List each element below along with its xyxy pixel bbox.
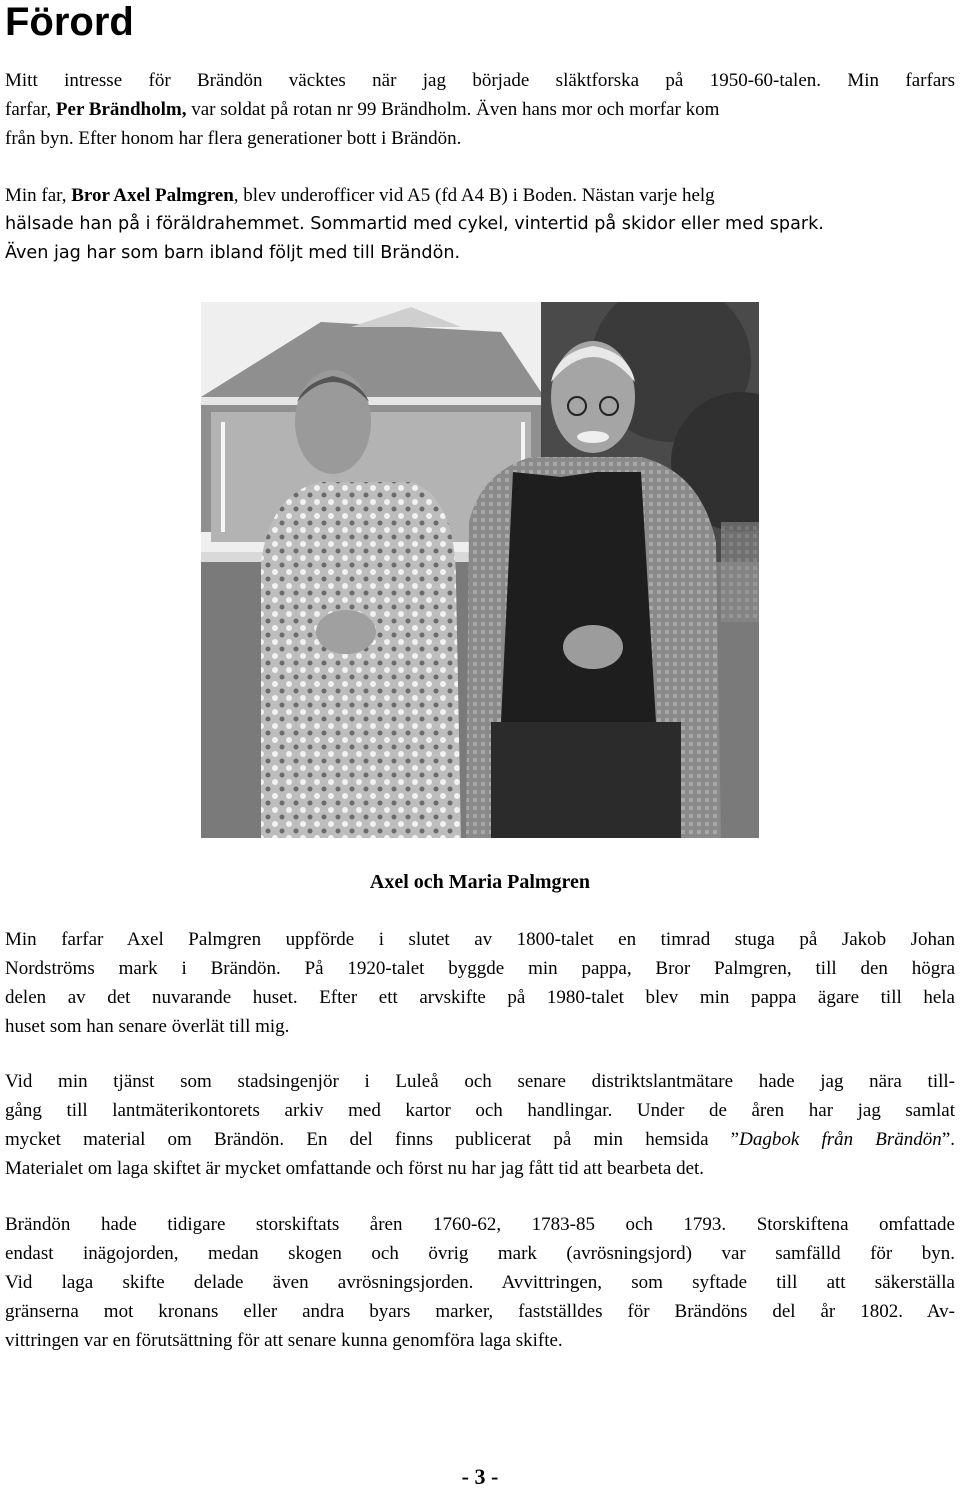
text-line: från byn. Efter honom har flera generationer bott i Brändön. bbox=[5, 128, 462, 149]
website-name: Dagbok från Brändön bbox=[739, 1129, 942, 1150]
portrait-photo bbox=[201, 302, 759, 838]
page-number: - 3 - bbox=[461, 1464, 499, 1489]
text-line: huset som han senare överlät till mig. bbox=[5, 1016, 290, 1037]
text-line: gränserna mot kronans eller andra byars marker, fastställdes för Brändöns del år 1802. Av- bbox=[5, 1301, 955, 1322]
text-line: Även jag har som barn ibland följt med till Brändön. bbox=[5, 243, 461, 263]
photo-caption: Axel och Maria Palmgren bbox=[369, 871, 591, 893]
text-line: Vid min tjänst som stadsingenjör i Luleå och senare distriktslantmätare hade jag nära till- bbox=[5, 1071, 955, 1092]
text-line: farfar, Per Brändholm, var soldat på rotan nr 99 Brändholm. Även hans mor och morfar kom bbox=[5, 99, 720, 120]
text-line: vittringen var en förutsättning för att senare kunna genomföra laga skifte. bbox=[5, 1330, 563, 1351]
name-per-brandholm: Per Brändholm, bbox=[55, 99, 187, 120]
text-line: Materialet om laga skiftet är mycket omfattande och först nu har jag fått tid att bearbeta det. bbox=[5, 1158, 705, 1179]
archive-paragraph bbox=[5, 1067, 955, 1183]
land-reform-paragraph bbox=[5, 1210, 955, 1355]
text-line: Min farfar Axel Palmgren uppförde i slutet av 1800-talet en timrad stuga på Jakob Johan bbox=[5, 929, 955, 950]
text-line: hälsade han på i föräldrahemmet. Sommartid med cykel, vintertid på skidor eller med spark. bbox=[5, 214, 824, 234]
text-line: Mitt intresse för Brändön väcktes när jag började släktforska på 1950-60-talen. Min farfars bbox=[5, 70, 955, 91]
text-line: Nordströms mark i Brändön. På 1920-talet byggde min pappa, Bror Palmgren, till den högra bbox=[5, 958, 955, 979]
text-line: delen av det nuvarande huset. Efter ett arvskifte på 1980-talet blev min pappa ägare till hela bbox=[5, 987, 955, 1008]
text-line: mycket material om Brändön. En del finns publicerat på min hemsida ”Dagbok från Brändön”. bbox=[5, 1129, 955, 1150]
couple-photo-illustration bbox=[201, 302, 759, 838]
father-paragraph bbox=[5, 181, 955, 268]
house-paragraph bbox=[5, 925, 955, 1041]
text-line: Min far, Bror Axel Palmgren, blev underofficer vid A5 (fd A4 B) i Boden. Nästan varje helg bbox=[5, 185, 715, 206]
text-line: gång till lantmäterikontorets arkiv med kartor och handlingar. Under de åren har jag samlat bbox=[5, 1100, 955, 1121]
text-line: Vid laga skifte delade även avrösningsjorden. Avvittringen, som syftade till att säkerställa bbox=[5, 1272, 955, 1293]
page-title: Förord bbox=[5, 0, 134, 44]
text-line: Brändön hade tidigare storskiftats åren 1760-62, 1783-85 och 1793. Storskiftena omfattade bbox=[5, 1214, 955, 1235]
name-bror-axel-palmgren: Bror Axel Palmgren bbox=[71, 185, 234, 206]
text-line: endast inägojorden, medan skogen och övrig mark (avrösningsjord) var samfälld för byn. bbox=[5, 1243, 955, 1264]
intro-paragraph bbox=[5, 66, 955, 153]
